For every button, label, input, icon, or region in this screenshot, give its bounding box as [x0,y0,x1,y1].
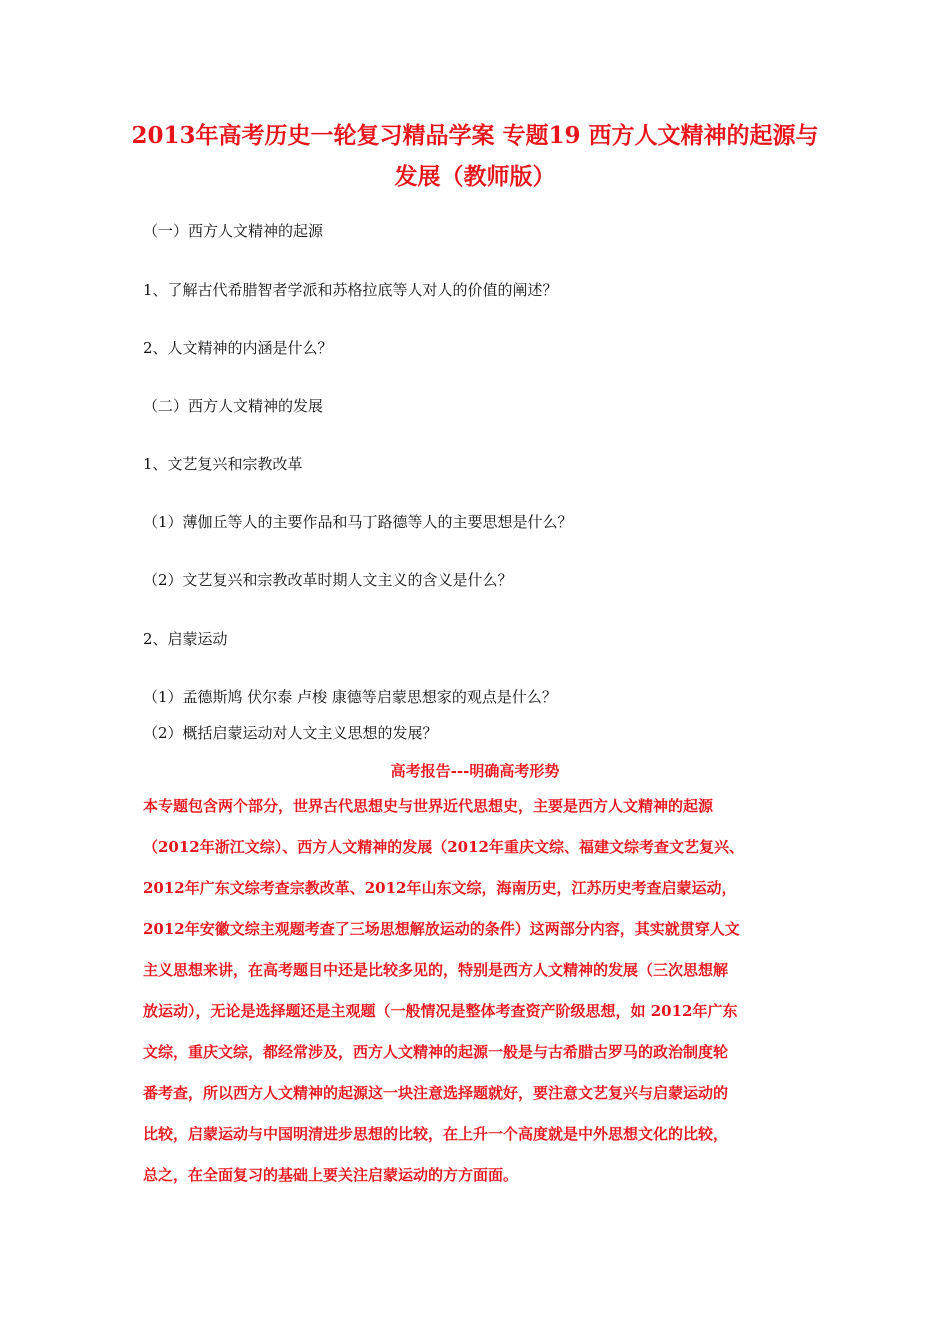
section-heading-origin: （一）西方人文精神的起源 [143,222,324,240]
document-title-line-1: 2013年高考历史一轮复习精品学案 专题19 西方人文精神的起源与 [131,122,819,149]
report-paragraph-line: 放运动），无论是选择题还是主观题（一般情况是整体考查资产阶级思想，如 2012年广东 [143,1002,738,1020]
question-item: （2）文艺复兴和宗教改革时期人文主义的含义是什么？ [143,571,513,589]
question-item: 2、人文精神的内涵是什么？ [143,339,333,357]
report-paragraph-line: 本专题包含两个部分，世界古代思想史与世界近代思想史，主要是西方人文精神的起源 [143,797,714,815]
document-title-line-2: 发展（教师版） [394,163,556,190]
section-heading-development: （二）西方人文精神的发展 [143,397,324,415]
question-item: （2）概括启蒙运动对人文主义思想的发展？ [143,724,438,742]
question-item: （1）薄伽丘等人的主要作品和马丁路德等人的主要思想是什么？ [143,513,573,531]
report-paragraph-line: 番考查，所以西方人文精神的起源这一块注意选择题就好，要注意文艺复兴与启蒙运动的 [143,1084,729,1102]
report-paragraph-line: 总之，在全面复习的基础上要关注启蒙运动的方方面面。 [143,1166,519,1184]
report-heading: 高考报告---明确高考形势 [390,762,560,780]
report-paragraph-line: 2012年广东文综考查宗教改革、2012年山东文综，海南历史，江苏历史考查启蒙运动， [143,879,737,897]
question-item: （1）孟德斯鸠 伏尔泰 卢梭 康德等启蒙思想家的观点是什么？ [143,688,557,706]
subsection-heading: 1、文艺复兴和宗教改革 [143,455,303,473]
subsection-heading: 2、启蒙运动 [143,630,228,648]
report-paragraph-line: 2012年安徽文综主观题考查了三场思想解放运动的条件）这两部分内容，其实就贯穿人文 [143,920,740,938]
report-paragraph-line: 比较，启蒙运动与中国明清进步思想的比较，在上升一个高度就是中外思想文化的比较， [143,1125,729,1143]
report-paragraph-line: 主义思想来讲，在高考题目中还是比较多见的，特别是西方人文精神的发展（三次思想解 [143,961,729,979]
report-paragraph-line: （2012年浙江文综）、西方人文精神的发展（2012年重庆文综、福建文综考查文艺复兴、 [143,838,744,856]
report-paragraph-line: 文综，重庆文综，都经常涉及，西方人文精神的起源一般是与古希腊古罗马的政治制度轮 [143,1043,729,1061]
question-item: 1、了解古代希腊智者学派和苏格拉底等人对人的价值的阐述？ [143,281,558,299]
